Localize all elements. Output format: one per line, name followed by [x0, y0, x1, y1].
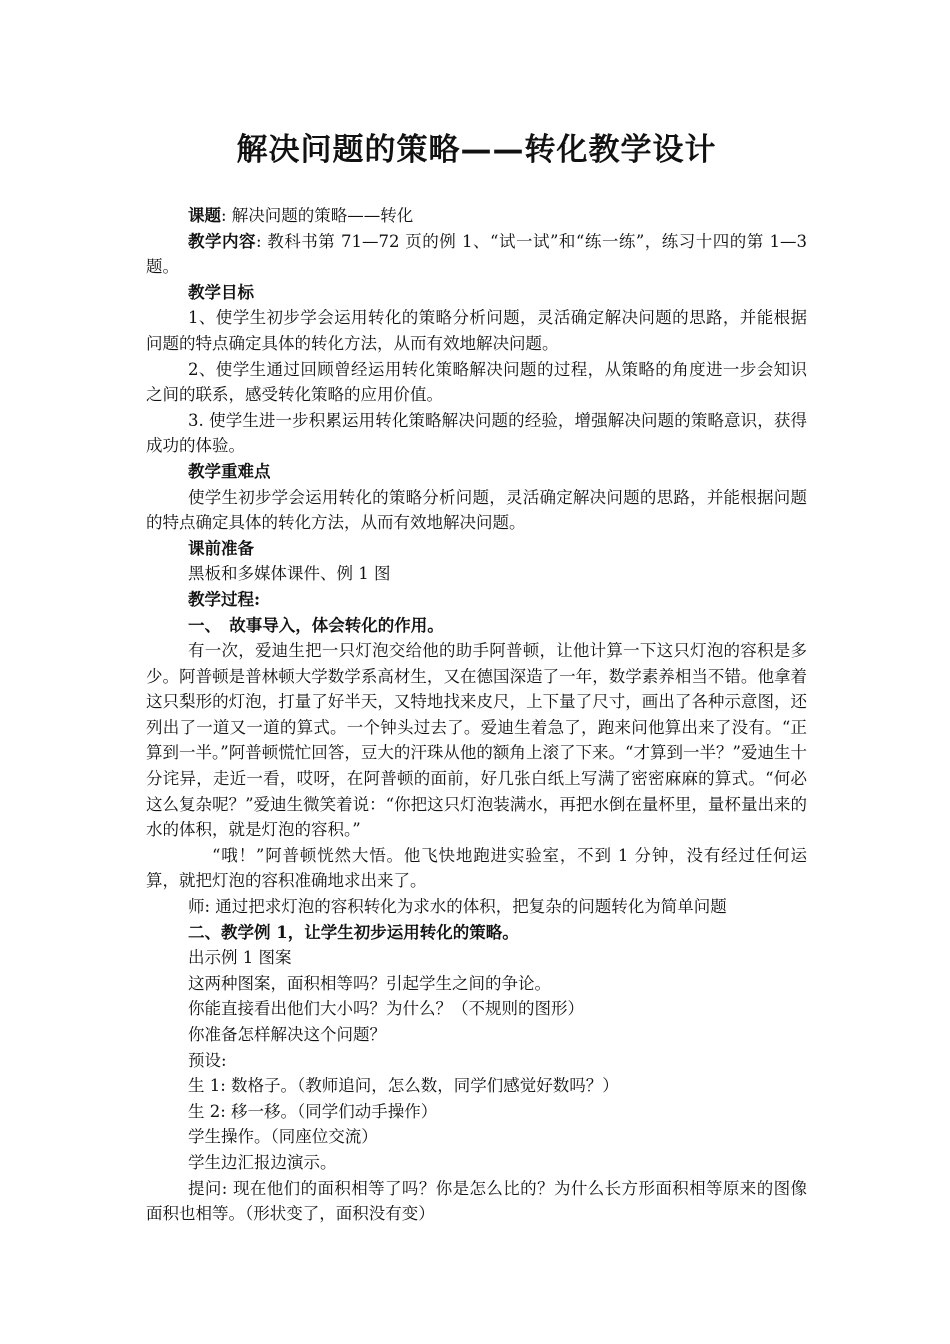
goal-item: 3. 使学生进一步积累运用转化策略解决问题的经验，增强解决问题的策略意识，获得成功的体验。 — [146, 410, 807, 456]
content-line — [146, 229, 807, 280]
key-text: 使学生初步学会运用转化的策略分析问题，灵活确定解决问题的思路，并能根据问题的特点确定具体的转化方法，从而有效地解决问题。 — [146, 487, 807, 533]
question-paragraph: 提问: 现在他们的面积相等了吗？你是怎么比的？为什么长方形面积相等原来的图像面积也相等。（形状变了，面积没有变） — [146, 1178, 807, 1224]
topic-label: 课题 — [188, 206, 221, 225]
content-label: 教学内容 — [188, 231, 256, 251]
prep-text: 黑板和多媒体课件、例 1 图 — [188, 564, 391, 584]
process-heading: 教学过程: — [188, 589, 261, 609]
story-paragraph: “哦！”阿普顿恍然大悟。他飞快地跑进实验室，不到 1 分钟，没有经过任何运算，就把灯泡的容积准确地求出来了。 — [146, 845, 807, 891]
goal-item: 2、使学生通过回顾曾经运用转化策略解决问题的过程，从策略的角度进一步会知识之间的联系，感受转化策略的应用价值。 — [146, 359, 807, 405]
text-line: 你准备怎样解决这个问题？ — [188, 1025, 386, 1044]
topic-value: : 解决问题的策略——转化 — [221, 206, 414, 225]
document-title: 解决问题的策略——转化教学设计 — [236, 132, 717, 168]
section2-heading: 二、教学例 1，让学生初步运用转化的策略。 — [188, 922, 519, 942]
goal-item: 1、使学生初步学会运用转化的策略分析问题，灵活确定解决问题的思路，并能根据问题的特点确定具体的转化方法，从而有效地解决问题。 — [146, 308, 807, 353]
text-line: 这两种图案，面积相等吗？引起学生之间的争论。 — [188, 973, 551, 993]
text-line: 生 1: 数格子。（教师追问，怎么数，同学们感觉好数吗？） — [188, 1076, 619, 1096]
key-heading: 教学重难点 — [188, 461, 271, 481]
goals-heading: 教学目标 — [188, 282, 254, 302]
text-line: 学生边汇报边演示。 — [188, 1152, 337, 1172]
topic-line — [146, 203, 807, 229]
text-line: 生 2: 移一移。（同学们动手操作） — [188, 1101, 438, 1121]
teacher-line: 师: 通过把求灯泡的容积转化为求水的体积，把复杂的问题转化为简单问题 — [188, 897, 727, 917]
story-paragraph: 有一次，爱迪生把一只灯泡交给他的助手阿普顿，让他计算一下这只灯泡的容积是多少。阿普顿是普林顿大学数学系高材生，又在德国深造了一年，数学素养相当不错。他拿着这只梨形的灯泡，打量了好半天，又特地找来皮尺，上下量了尺寸，画出了各种示意图，还列出了一道又一道的算式。一个钟头过去了。爱迪生着急了，跑来问他算出来了没有。“正算到一半。”阿普顿慌忙回答，豆大的汗珠从他的额角上滚了下来。“才算到一半？”爱迪生十分诧异，走近一看，哎呀，在阿普顿的面前，好几张白纸上写满了密密麻麻的算式。“何必这么复杂呢？”爱迪生微笑着说：“你把这只灯泡装满水，再把水倒在量杯里，量杯量出来的水的体积，就是灯泡的容积。” — [146, 641, 807, 840]
text-line: 预设: — [188, 1050, 227, 1070]
content-value: : 教科书第 71—72 页的例 1、“试一试”和“练一练”，练习十四的第 1—3 题。 — [146, 231, 807, 277]
text-line: 学生操作。（同座位交流） — [188, 1127, 378, 1147]
text-line: 出示例 1 图案 — [188, 948, 292, 968]
section1-heading: 一、 故事导入，体会转化的作用。 — [188, 615, 444, 635]
text-line: 你能直接看出他们大小吗？为什么？（不规则的图形） — [188, 999, 584, 1019]
prep-heading: 课前准备 — [188, 538, 254, 558]
document-page — [146, 120, 807, 1227]
